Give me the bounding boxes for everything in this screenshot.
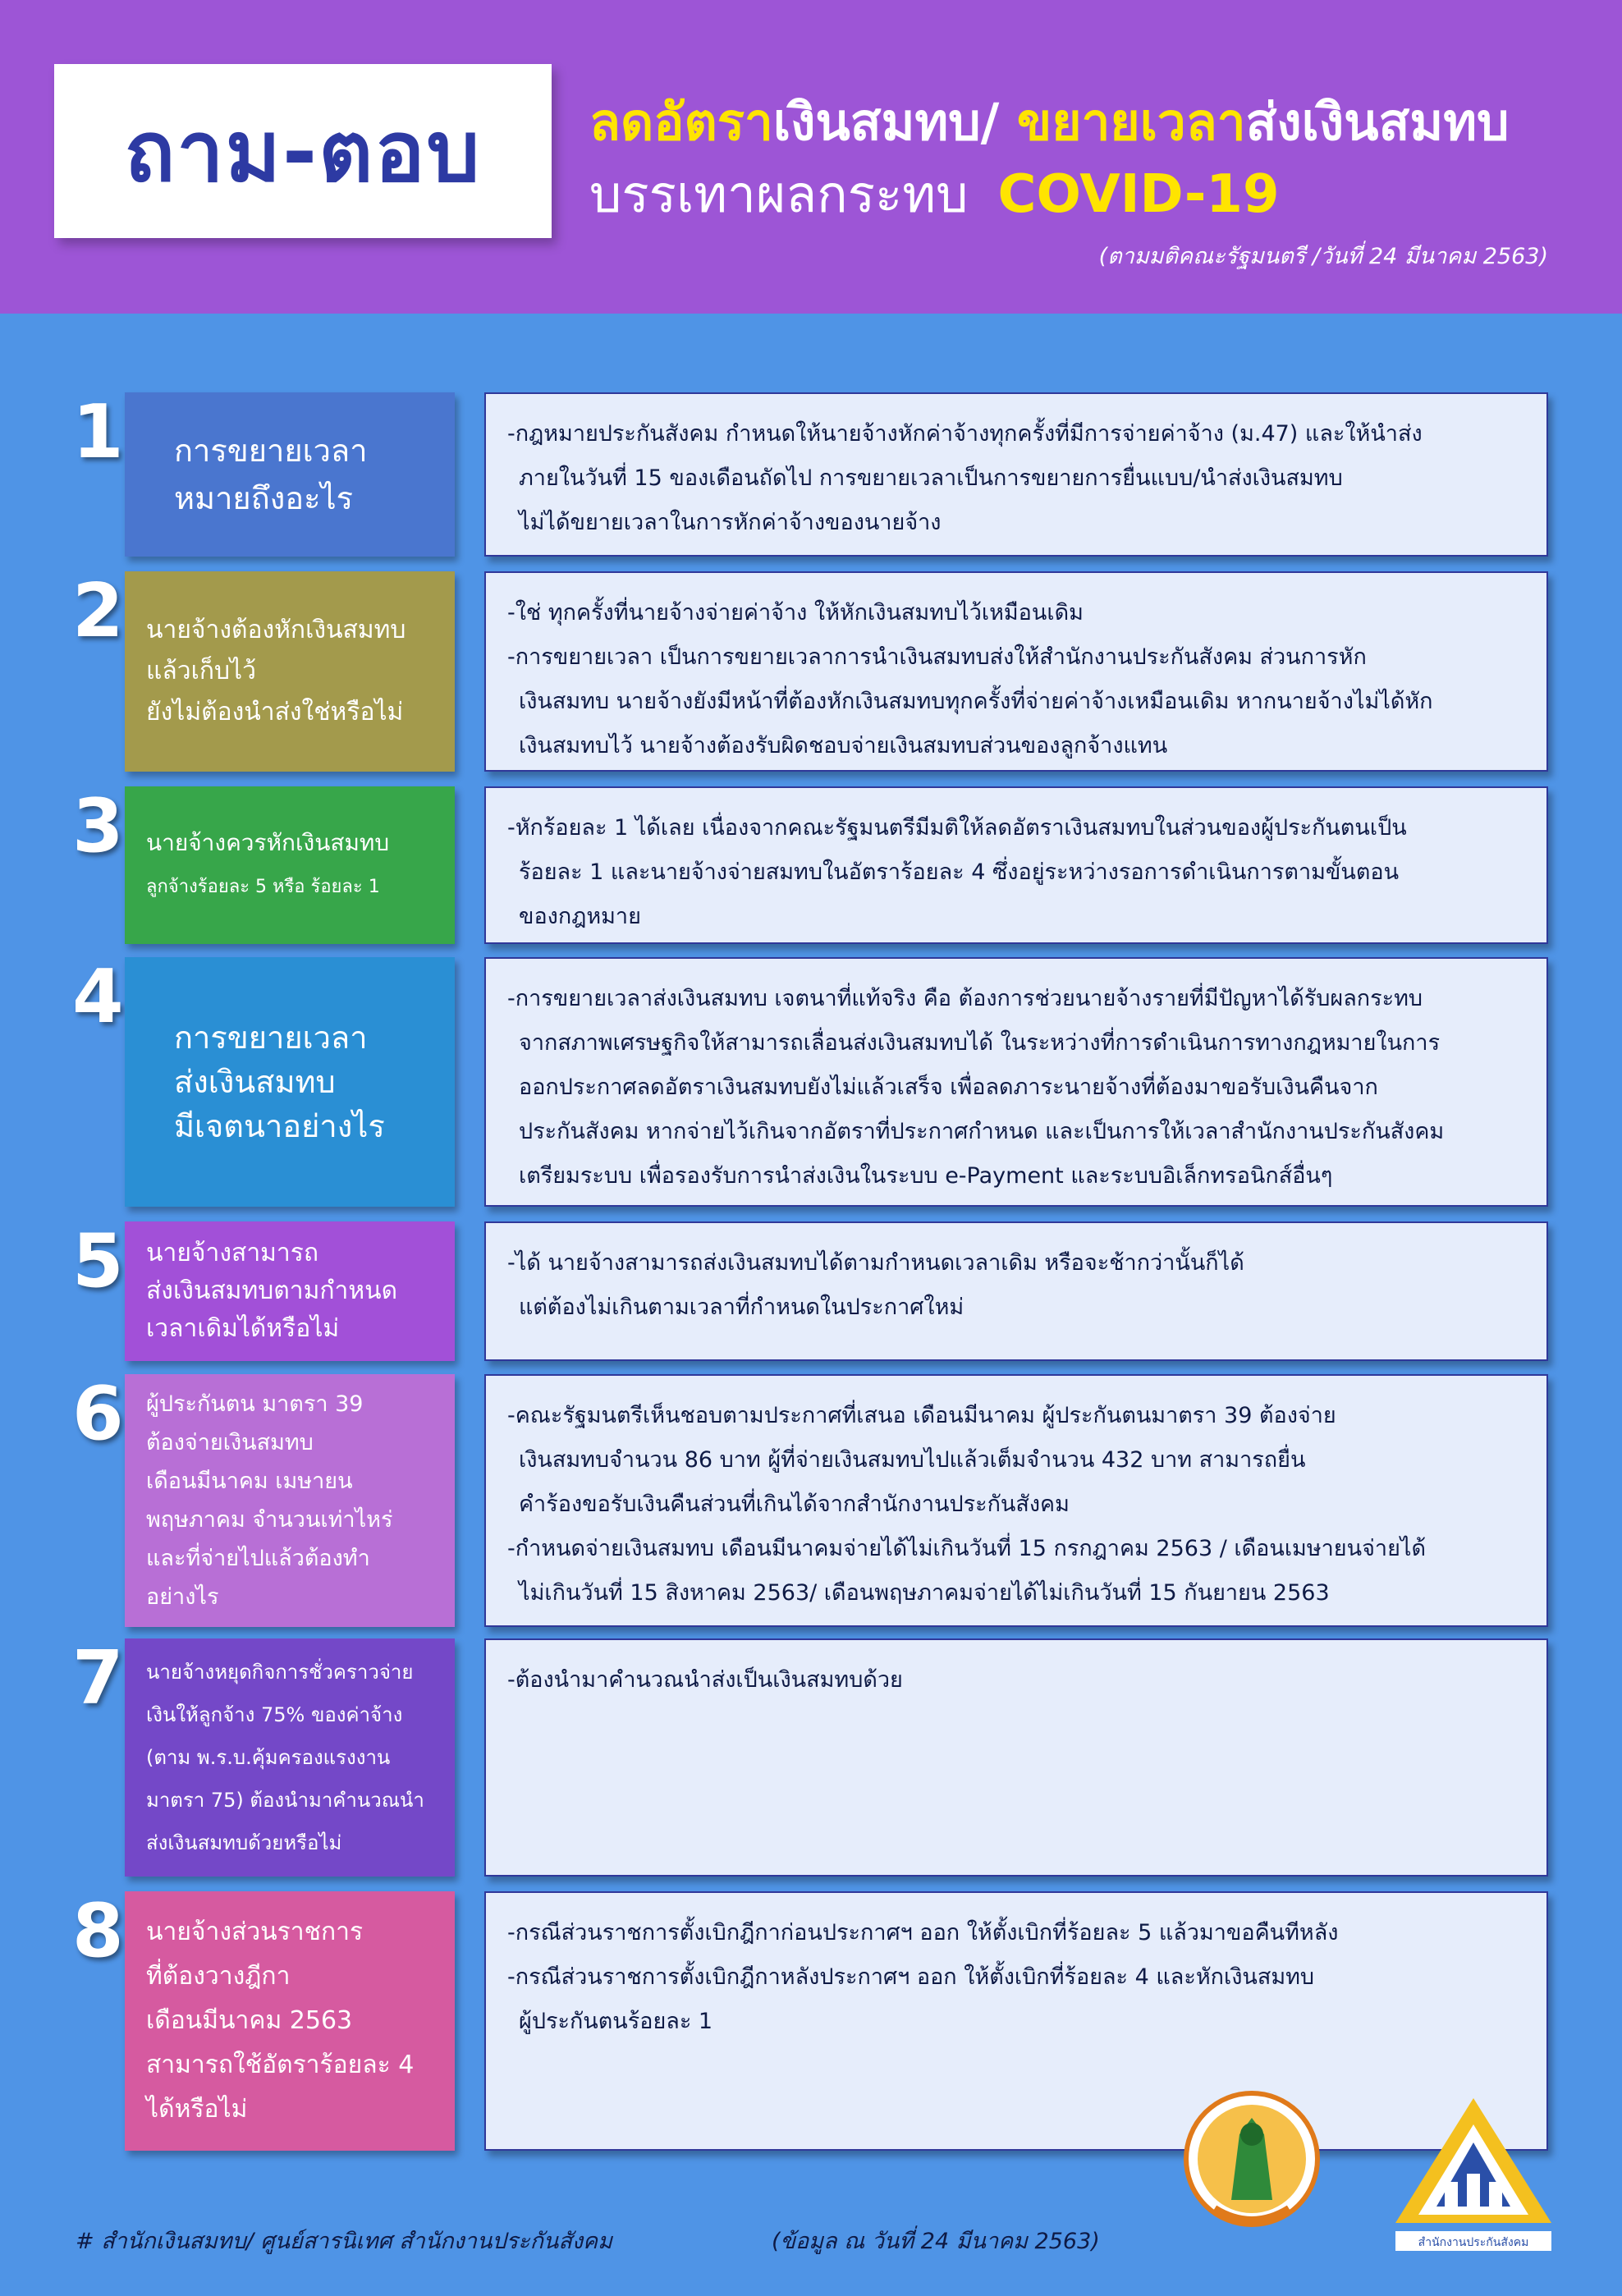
question-text-line: สามารถใช้อัตราร้อยละ 4 <box>146 2051 415 2079</box>
headline-send-contribution: ส่งเงินสมทบ <box>1245 92 1510 152</box>
answer-box <box>484 957 1548 1207</box>
answer-text-line: ไม่เกินวันที่ 15 สิงหาคม 2563/ เดือนพฤษภาคมจ่ายได้ไม่เกินวันที่ 15 กันยายน 2563 <box>519 1580 1330 1606</box>
qa-number: 8 <box>72 1888 124 1974</box>
question-text-line: ที่ต้องวางฎีกา <box>146 1962 291 1991</box>
question-text-line: นายจ้างหยุดกิจการชั่วคราวจ่าย <box>146 1661 414 1684</box>
question-text-line: ต้องจ่ายเงินสมทบ <box>146 1430 314 1455</box>
question-box <box>125 1638 455 1877</box>
answer-text-line: ประกันสังคม หากจ่ายไว้เกินจากอัตราที่ประกาศกำหนด และเป็นการให้เวลาสำนักงานประกันสังคม <box>519 1119 1445 1144</box>
question-box <box>125 1374 455 1627</box>
question-text-line: ส่งเงินสมทบตามกำหนด <box>146 1276 398 1305</box>
answer-text-line: -กฎหมายประกันสังคม กำหนดให้นายจ้างหักค่าจ้างทุกครั้งที่มีการจ่ายค่าจ้าง (ม.47) และให้นำส่ง <box>507 421 1423 447</box>
question-box <box>125 786 455 944</box>
answer-text-line: -หักร้อยละ 1 ได้เลย เนื่องจากคณะรัฐมนตรีมีมติให้ลดอัตราเงินสมทบในส่วนของผู้ประกันตนเป็น <box>507 815 1407 841</box>
question-text-line: นายจ้างส่วนราชการ <box>146 1918 364 1946</box>
qa-badge <box>54 64 552 238</box>
qa-number: 5 <box>72 1218 124 1304</box>
answer-box <box>484 392 1548 557</box>
question-box <box>125 392 455 557</box>
answer-text-line: เงินสมทบจำนวน 86 บาท ผู้ที่จ่ายเงินสมทบไปแล้วเต็มจำนวน 432 บาท สามารถยื่น <box>519 1447 1306 1473</box>
question-text-line: เดือนมีนาคม เมษายน <box>146 1469 353 1494</box>
question-text-line: นายจ้างสามารถ <box>146 1239 319 1267</box>
qa-number: 3 <box>72 783 124 869</box>
answer-text-line: -ต้องนำมาคำนวณนำส่งเป็นเงินสมทบด้วย <box>507 1667 903 1693</box>
question-text-line: เดือนมีนาคม 2563 <box>146 2006 353 2035</box>
question-box <box>125 571 455 772</box>
question-box <box>125 1221 455 1361</box>
question-text-line: (ตาม พ.ร.บ.คุ้มครองแรงงาน <box>146 1746 391 1769</box>
question-text-line: ลูกจ้างร้อยละ 5 หรือ ร้อยละ 1 <box>146 877 380 897</box>
question-text-line: ยังไม่ต้องนำส่งใช่หรือไม่ <box>146 698 404 726</box>
question-text-line: ได้หรือไม่ <box>146 2095 248 2124</box>
answer-text-line: คำร้องขอรับเงินคืนส่วนที่เกินได้จากสำนักงานประกันสังคม <box>519 1492 1070 1517</box>
cabinet-resolution-note: (ตามมติคณะรัฐมนตรี /วันที่ 24 มีนาคม 2563) <box>1098 244 1548 269</box>
answer-text-line: -กรณีส่วนราชการตั้งเบิกฎีกาหลังประกาศฯ ออก ให้ตั้งเบิกที่ร้อยละ 4 และหักเงินสมทบ <box>507 1964 1315 1990</box>
headline-relief: บรรเทาผลกระทบ <box>589 164 969 224</box>
answer-text-line: เงินสมทบไว้ นายจ้างต้องรับผิดชอบจ่ายเงินสมทบส่วนของลูกจ้างแทน <box>519 733 1168 758</box>
question-text-line: หมายถึงอะไร <box>174 480 354 516</box>
header-banner <box>0 0 1622 314</box>
headline-line-2 <box>589 154 1599 235</box>
answer-box <box>484 571 1548 772</box>
footer-source: # สำนักเงินสมทบ/ ศูนย์สารนิเทศ สำนักงานประกันสังคม <box>76 2229 612 2254</box>
qa-number: 1 <box>72 389 124 475</box>
social-security-office-logo <box>1387 2092 1560 2256</box>
qa-number: 7 <box>72 1635 124 1721</box>
answer-text-line: ผู้ประกันตนร้อยละ 1 <box>519 2009 713 2034</box>
answer-text-line: -การขยายเวลา เป็นการขยายเวลาการนำเงินสมทบส่งให้สำนักงานประกันสังคม ส่วนการหัก <box>507 644 1367 670</box>
question-text-line: การขยายเวลา <box>174 1020 368 1056</box>
qa-number: 2 <box>72 568 124 654</box>
question-text-line: การขยายเวลา <box>174 433 368 469</box>
answer-text-line: -ได้ นายจ้างสามารถส่งเงินสมทบได้ตามกำหนดเวลาเดิม หรือจะช้ากว่านั้นก็ได้ <box>507 1250 1244 1276</box>
footer-date-note: (ข้อมูล ณ วันที่ 24 มีนาคม 2563) <box>772 2229 1100 2254</box>
headline-covid: COVID-19 <box>997 164 1280 225</box>
headline-contribution: เงินสมทบ/ <box>772 92 1017 152</box>
answer-text-line: เงินสมทบ นายจ้างยังมีหน้าที่ต้องหักเงินสมทบทุกครั้งที่จ่ายค่าจ้างเหมือนเดิม หากนายจ้างไม่ได้หัก <box>519 689 1433 714</box>
answer-box <box>484 786 1548 944</box>
question-box <box>125 957 455 1207</box>
question-text-line: มีเจตนาอย่างไร <box>174 1108 385 1144</box>
question-text-line: อย่างไร <box>146 1584 219 1610</box>
ministry-of-labour-logo <box>1182 2085 1322 2241</box>
question-text-line: ผู้ประกันตน มาตรา 39 <box>146 1391 364 1417</box>
answer-box <box>484 1374 1548 1627</box>
headline-line-1 <box>589 82 1599 163</box>
question-box <box>125 1891 455 2151</box>
question-text-line: แล้วเก็บไว้ <box>146 657 256 685</box>
question-text-line: ส่งเงินสมทบด้วยหรือไม่ <box>146 1831 342 1854</box>
qa-number: 6 <box>72 1371 124 1457</box>
sso-logo-caption: สำนักงานประกันสังคม <box>1418 2236 1529 2249</box>
question-text-line: นายจ้างต้องหักเงินสมทบ <box>146 616 406 644</box>
question-text-line: เวลาเดิมได้หรือไม่ <box>146 1314 340 1343</box>
answer-text-line: แต่ต้องไม่เกินตามเวลาที่กำหนดในประกาศใหม่ <box>519 1295 964 1320</box>
question-text-line: นายจ้างควรหักเงินสมทบ <box>146 829 390 856</box>
answer-text-line: ของกฎหมาย <box>519 904 641 929</box>
answer-text-line: ออกประกาศลดอัตราเงินสมทบยังไม่แล้วเสร็จ เพื่อลดภาระนายจ้างที่ต้องมาขอรับเงินคืนจาก <box>519 1075 1378 1100</box>
answer-text-line: จากสภาพเศรษฐกิจให้สามารถเลื่อนส่งเงินสมทบได้ ในระหว่างที่การดำเนินการทางกฎหมายในการ <box>519 1030 1441 1056</box>
answer-text-line: เตรียมระบบ เพื่อรองรับการนำส่งเงินในระบบ e-Payment และระบบอิเล็กทรอนิกส์อื่นๆ <box>519 1163 1333 1189</box>
answer-text-line: -การขยายเวลาส่งเงินสมทบ เจตนาที่แท้จริง คือ ต้องการช่วยนายจ้างรายที่มีปัญหาได้รับผลกระทบ <box>507 986 1423 1011</box>
answer-text-line: -คณะรัฐมนตรีเห็นชอบตามประกาศที่เสนอ เดือนมีนาคม ผู้ประกันตนมาตรา 39 ต้องจ่าย <box>507 1403 1336 1428</box>
answer-box <box>484 1221 1548 1361</box>
question-text-line: และที่จ่ายไปแล้วต้องทำ <box>146 1546 370 1571</box>
question-text-line: พฤษภาคม จำนวนเท่าไหร่ <box>146 1507 393 1533</box>
question-text-line: มาตรา 75) ต้องนำมาคำนวณนำ <box>146 1789 424 1812</box>
answer-box <box>484 1638 1548 1877</box>
question-text-line: ส่งเงินสมทบ <box>174 1064 336 1100</box>
headline-reduce-rate: ลดอัตรา <box>589 92 773 152</box>
answer-text-line: ไม่ได้ขยายเวลาในการหักค่าจ้างของนายจ้าง <box>519 510 942 535</box>
answer-text-line: ร้อยละ 1 และนายจ้างจ่ายสมทบในอัตราร้อยละ 4 ซึ่งอยู่ระหว่างรอการดำเนินการตามขั้นตอน <box>519 859 1400 885</box>
qa-badge-text: ถาม-ตอบ <box>124 103 482 201</box>
qa-number: 4 <box>72 954 124 1040</box>
answer-text-line: ภายในวันที่ 15 ของเดือนถัดไป การขยายเวลาเป็นการขยายการยื่นแบบ/นำส่งเงินสมทบ <box>519 465 1343 491</box>
answer-text-line: -ใช่ ทุกครั้งที่นายจ้างจ่ายค่าจ้าง ให้หักเงินสมทบไว้เหมือนเดิม <box>507 600 1084 626</box>
answer-text-line: -กำหนดจ่ายเงินสมทบ เดือนมีนาคมจ่ายได้ไม่เกินวันที่ 15 กรกฎาคม 2563 / เดือนเมษายนจ่ายได้ <box>507 1536 1426 1561</box>
question-text-line: เงินให้ลูกจ้าง 75% ของค่าจ้าง <box>146 1703 403 1726</box>
headline-extend-time: ขยายเวลา <box>1016 92 1246 152</box>
answer-text-line: -กรณีส่วนราชการตั้งเบิกฎีกาก่อนประกาศฯ ออก ให้ตั้งเบิกที่ร้อยละ 5 แล้วมาขอคืนทีหลัง <box>507 1920 1339 1945</box>
